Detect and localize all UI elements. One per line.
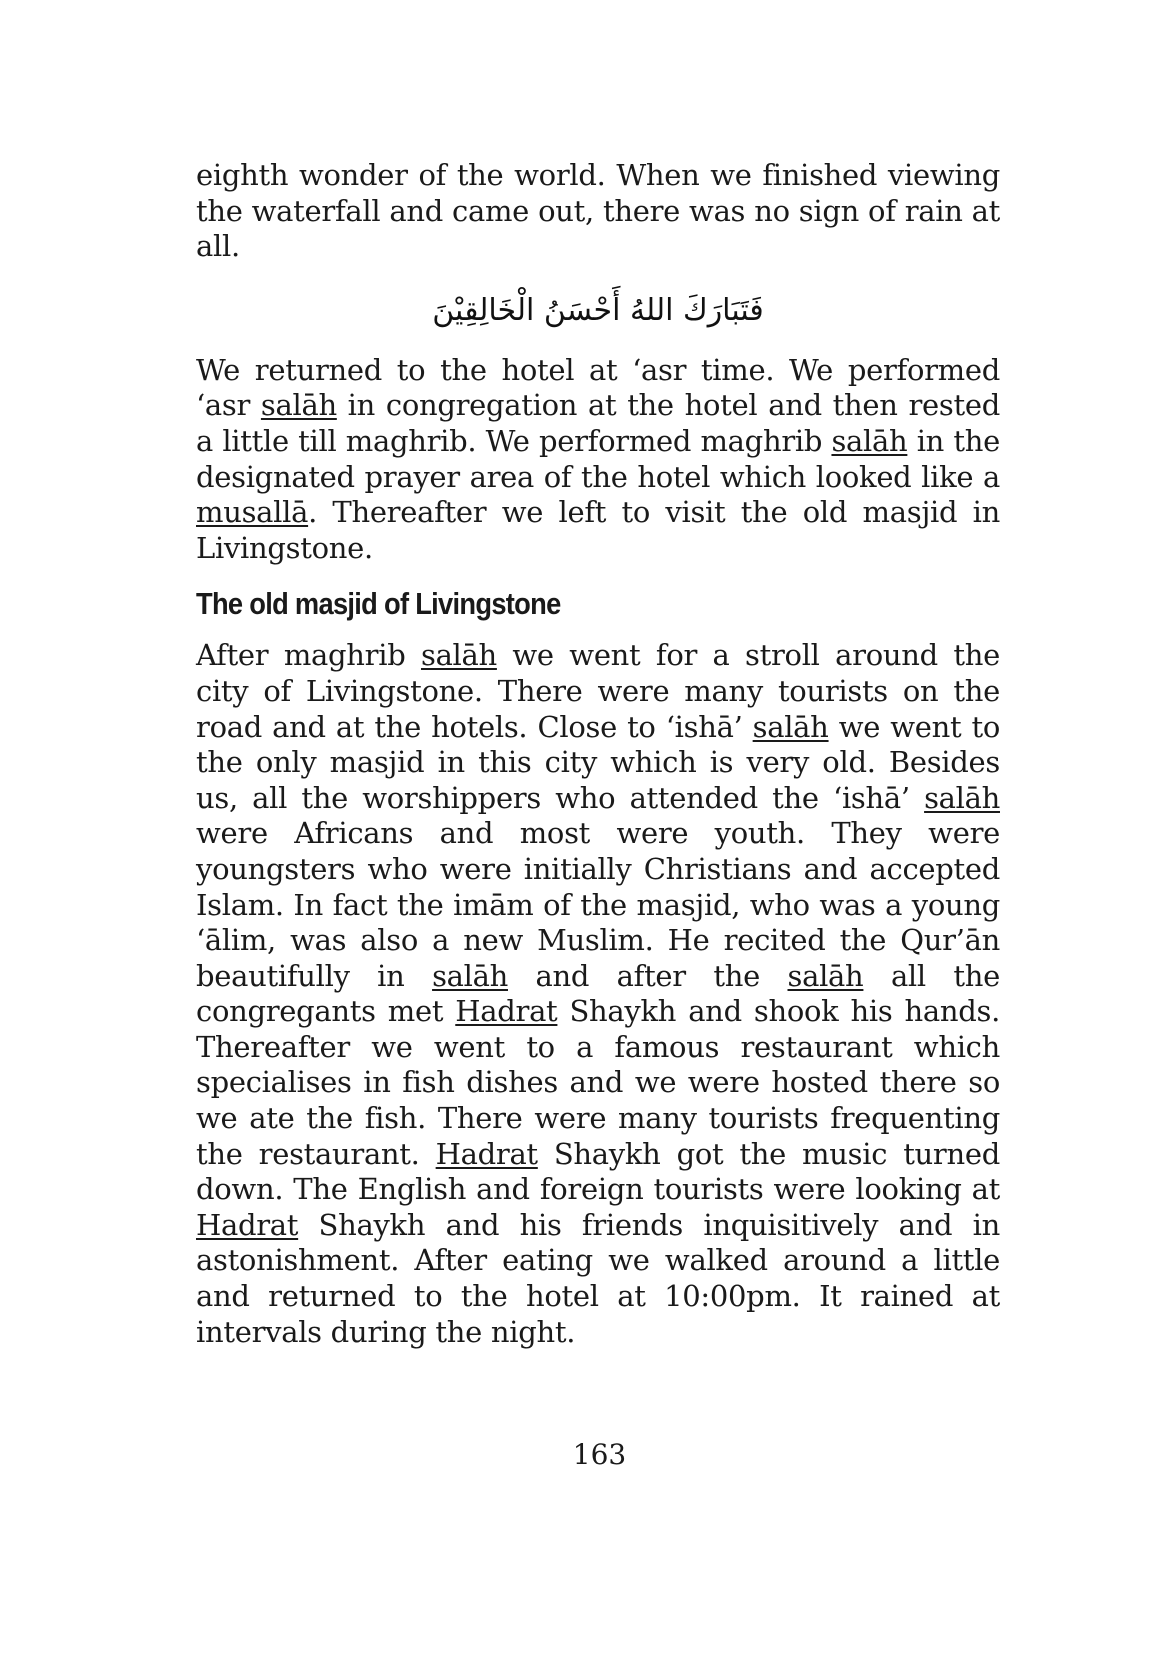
text-segment: in the designated prayer area of the hotel which looked like a [196, 423, 1000, 494]
section-heading: The old masjid of Livingstone [196, 586, 561, 622]
text-segment: Shaykh and shook his hands. Thereafter we went to a famous restaurant which specialises in fish dishes and we were hosted there so we ate the fish. There were many tourists frequenting the restaurant. [196, 994, 1000, 1171]
transliteration-term: salāh [924, 780, 1000, 815]
text-segment: Shaykh and his friends inquisitively and in astonishment. After eating we walked around a little and returned to the hotel at 10:00pm. It rained at intervals during the night. [196, 1207, 1000, 1349]
text-segment: Shaykh got the music turned down. The English and foreign tourists were looking at [196, 1136, 1000, 1207]
transliteration-term: Hadrat [196, 1207, 299, 1242]
text-segment: we went to the only masjid in this city which is very old. Besides us, all the worshippers who attended the ‘ishā’ [196, 709, 1000, 815]
transliteration-term: salāh [432, 958, 508, 993]
paragraph-old-masjid [196, 638, 1000, 1350]
transliteration-term: salāh [787, 958, 864, 993]
text-segment: and after the [507, 958, 788, 993]
transliteration-term: salāh [260, 388, 337, 423]
transliteration-term: salāh [831, 423, 908, 458]
text-segment: were Africans and most were youth. They were youngsters who were initially Christians and accepted Islam. In fact the imām of the masjid, who was a young ‘ālim, was also a new Muslim. He recited the Qur’ān beautifully in [196, 816, 1000, 993]
transliteration-term: Hadrat [455, 994, 558, 1029]
transliteration-term: salāh [752, 709, 829, 744]
transliteration-term: salāh [420, 638, 497, 673]
paragraph-waterfall: eighth wonder of the world. When we finished viewing the waterfall and came out, there was no sign of rain at all. [196, 158, 1000, 264]
text-segment: we went for a stroll around the city of Livingstone. There were many tourists on the road and at the hotels. Close to ‘ishā’ [196, 638, 1000, 744]
text-segment: After maghrib [196, 638, 421, 673]
transliteration-term: musallā [196, 495, 309, 530]
text-segment: in congregation at the hotel and then rested a little till maghrib. We performed maghrib [196, 388, 1000, 458]
paragraph-hotel-return [196, 353, 1000, 567]
arabic-verse: فَتَبَارَكَ اللهُ أَحْسَنُ الْخَالِقِيْنَ [432, 292, 764, 328]
text-segment: We returned to the hotel at ‘asr time. We performed ‘asr [196, 352, 1000, 423]
page-content [196, 158, 1000, 1350]
text-segment: all the congregants met [196, 958, 1000, 1029]
text-segment: . Thereafter we left to visit the old masjid in Livingstone. [196, 495, 1000, 565]
transliteration-term: Hadrat [435, 1136, 538, 1171]
page-number: 163 [572, 1438, 627, 1471]
